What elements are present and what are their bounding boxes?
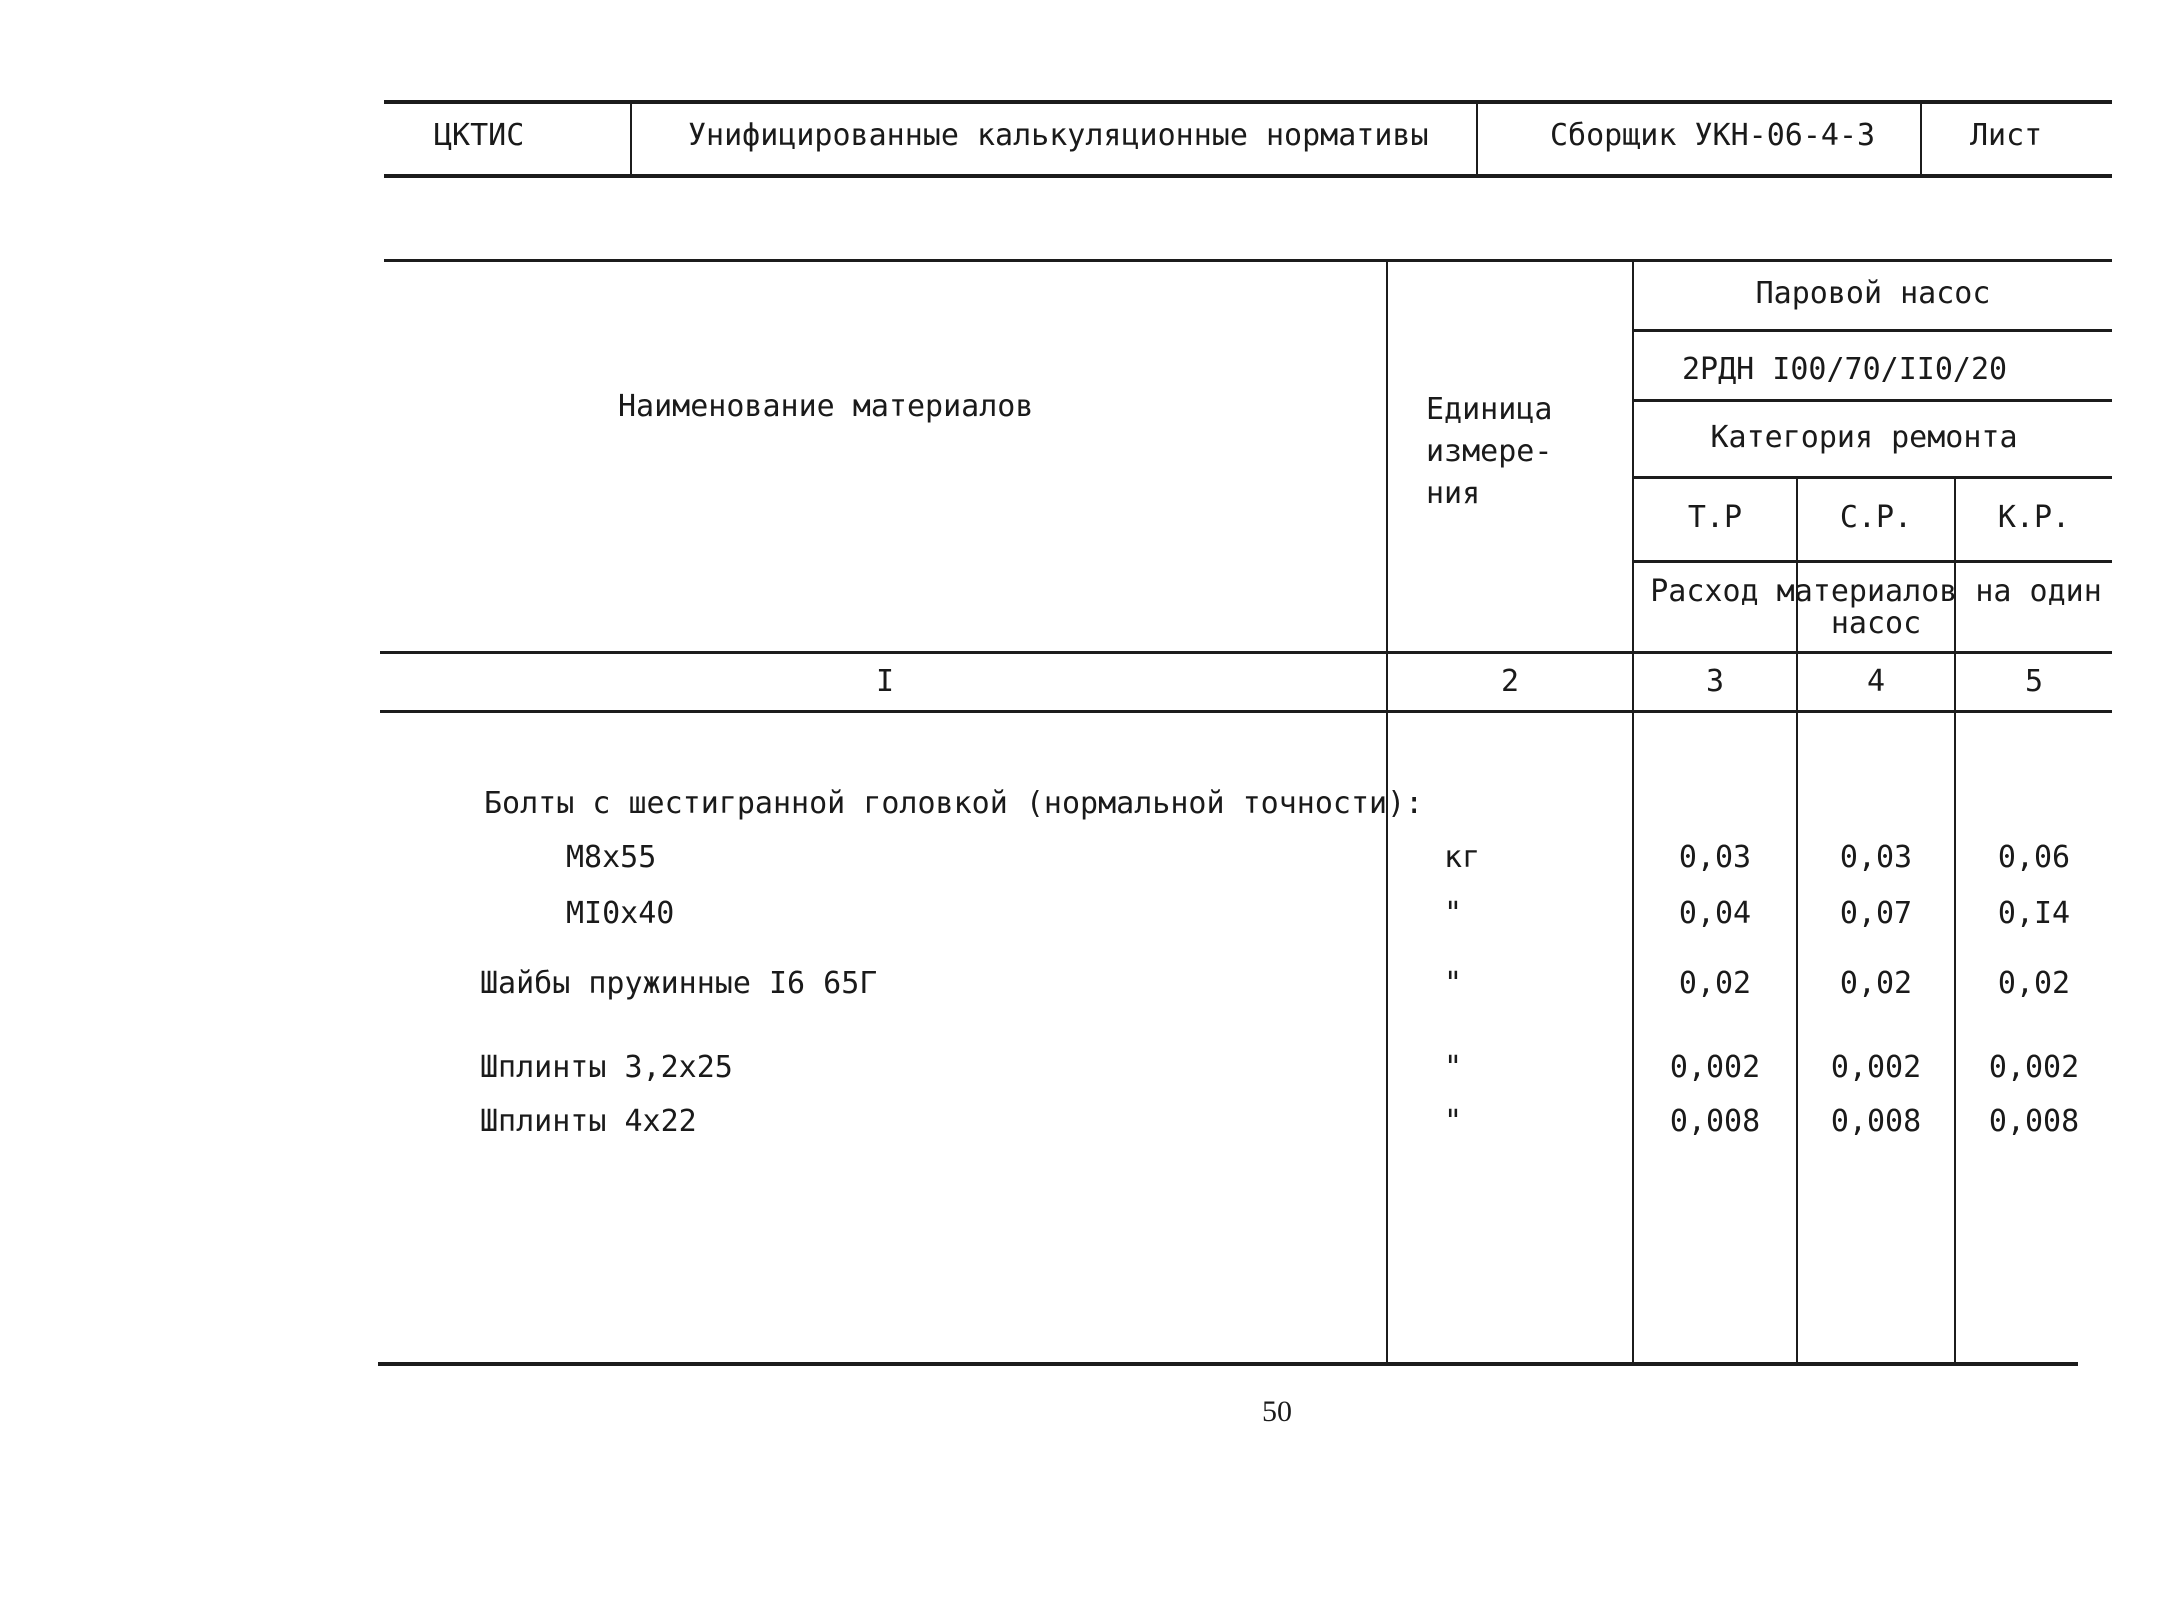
header-sheet: Лист [1970,118,2043,153]
col-header-model: 2РДН I00/70/II0/20 [1682,352,2008,387]
row-unit: " [1444,1050,1463,1085]
row-sr: 0,02 [1839,966,1913,1001]
col-number: I [875,664,895,699]
col-numbers-bottom-rule [380,710,2112,713]
col-number: 4 [1866,664,1886,699]
table-header-rule [1632,399,2112,402]
col-header-tr: Т.Р [1687,500,1743,535]
header-divider [1476,102,1478,176]
row-sr: 0,07 [1839,896,1913,931]
row-tr: 0,04 [1678,896,1752,931]
col-header-unit: Единица измере- ния [1426,392,1553,511]
row-sr: 0,008 [1830,1104,1922,1139]
row-tr: 0,02 [1678,966,1752,1001]
col-number: 5 [2024,664,2044,699]
row-tr: 0,03 [1678,840,1752,875]
row-unit: " [1444,896,1463,931]
row-sr: 0,03 [1839,840,1913,875]
row-tr: 0,008 [1669,1104,1761,1139]
row-name: Шплинты 4х22 [480,1104,697,1139]
header-title: Унифицированные калькуляционные нормативы [688,118,1429,153]
row-sr: 0,002 [1830,1050,1922,1085]
col-header-consumption: Расход материалов на один насос [1650,574,2102,641]
col-header-category: Категория ремонта [1710,420,2018,455]
row-unit: кг [1444,840,1481,875]
row-name: М8х55 [566,840,657,875]
col-header-group: Паровой насос [1755,276,1991,311]
header-divider [630,102,632,176]
col-header-sr: С.Р. [1839,500,1913,535]
table-top-rule [384,259,2112,262]
row-kr: 0,008 [1988,1104,2080,1139]
col-header-kr: К.Р. [1997,500,2071,535]
group-heading: Болты с шестигранной головкой (нормальной точности): [484,786,1424,821]
header-bottom-rule [384,174,2112,178]
table-head-bottom-rule [380,651,2112,654]
col-number: 3 [1705,664,1725,699]
table-header-rule [1632,476,2112,479]
header-collection: Сборщик УКН-06-4-3 [1550,118,1876,153]
row-kr: 0,06 [1997,840,2071,875]
row-kr: 0,02 [1997,966,2071,1001]
row-unit: " [1444,966,1463,1001]
row-name: Шайбы пружинные I6 65Г [480,966,878,1001]
row-tr: 0,002 [1669,1050,1761,1085]
header-divider [1920,102,1922,176]
row-unit: " [1444,1104,1463,1139]
row-kr: 0,I4 [1997,896,2071,931]
header-org: ЦКТИС [434,118,525,153]
row-name: МI0х40 [566,896,675,931]
col-header-name: Наименование материалов [618,389,1034,424]
table-bottom-rule [378,1362,2078,1366]
table-header-rule [1632,560,2112,563]
row-name: Шплинты 3,2х25 [480,1050,733,1085]
table-header-rule [1632,329,2112,332]
header-top-rule [384,100,2112,104]
col-number: 2 [1500,664,1520,699]
page-number: 50 [1262,1395,1292,1428]
row-kr: 0,002 [1988,1050,2080,1085]
